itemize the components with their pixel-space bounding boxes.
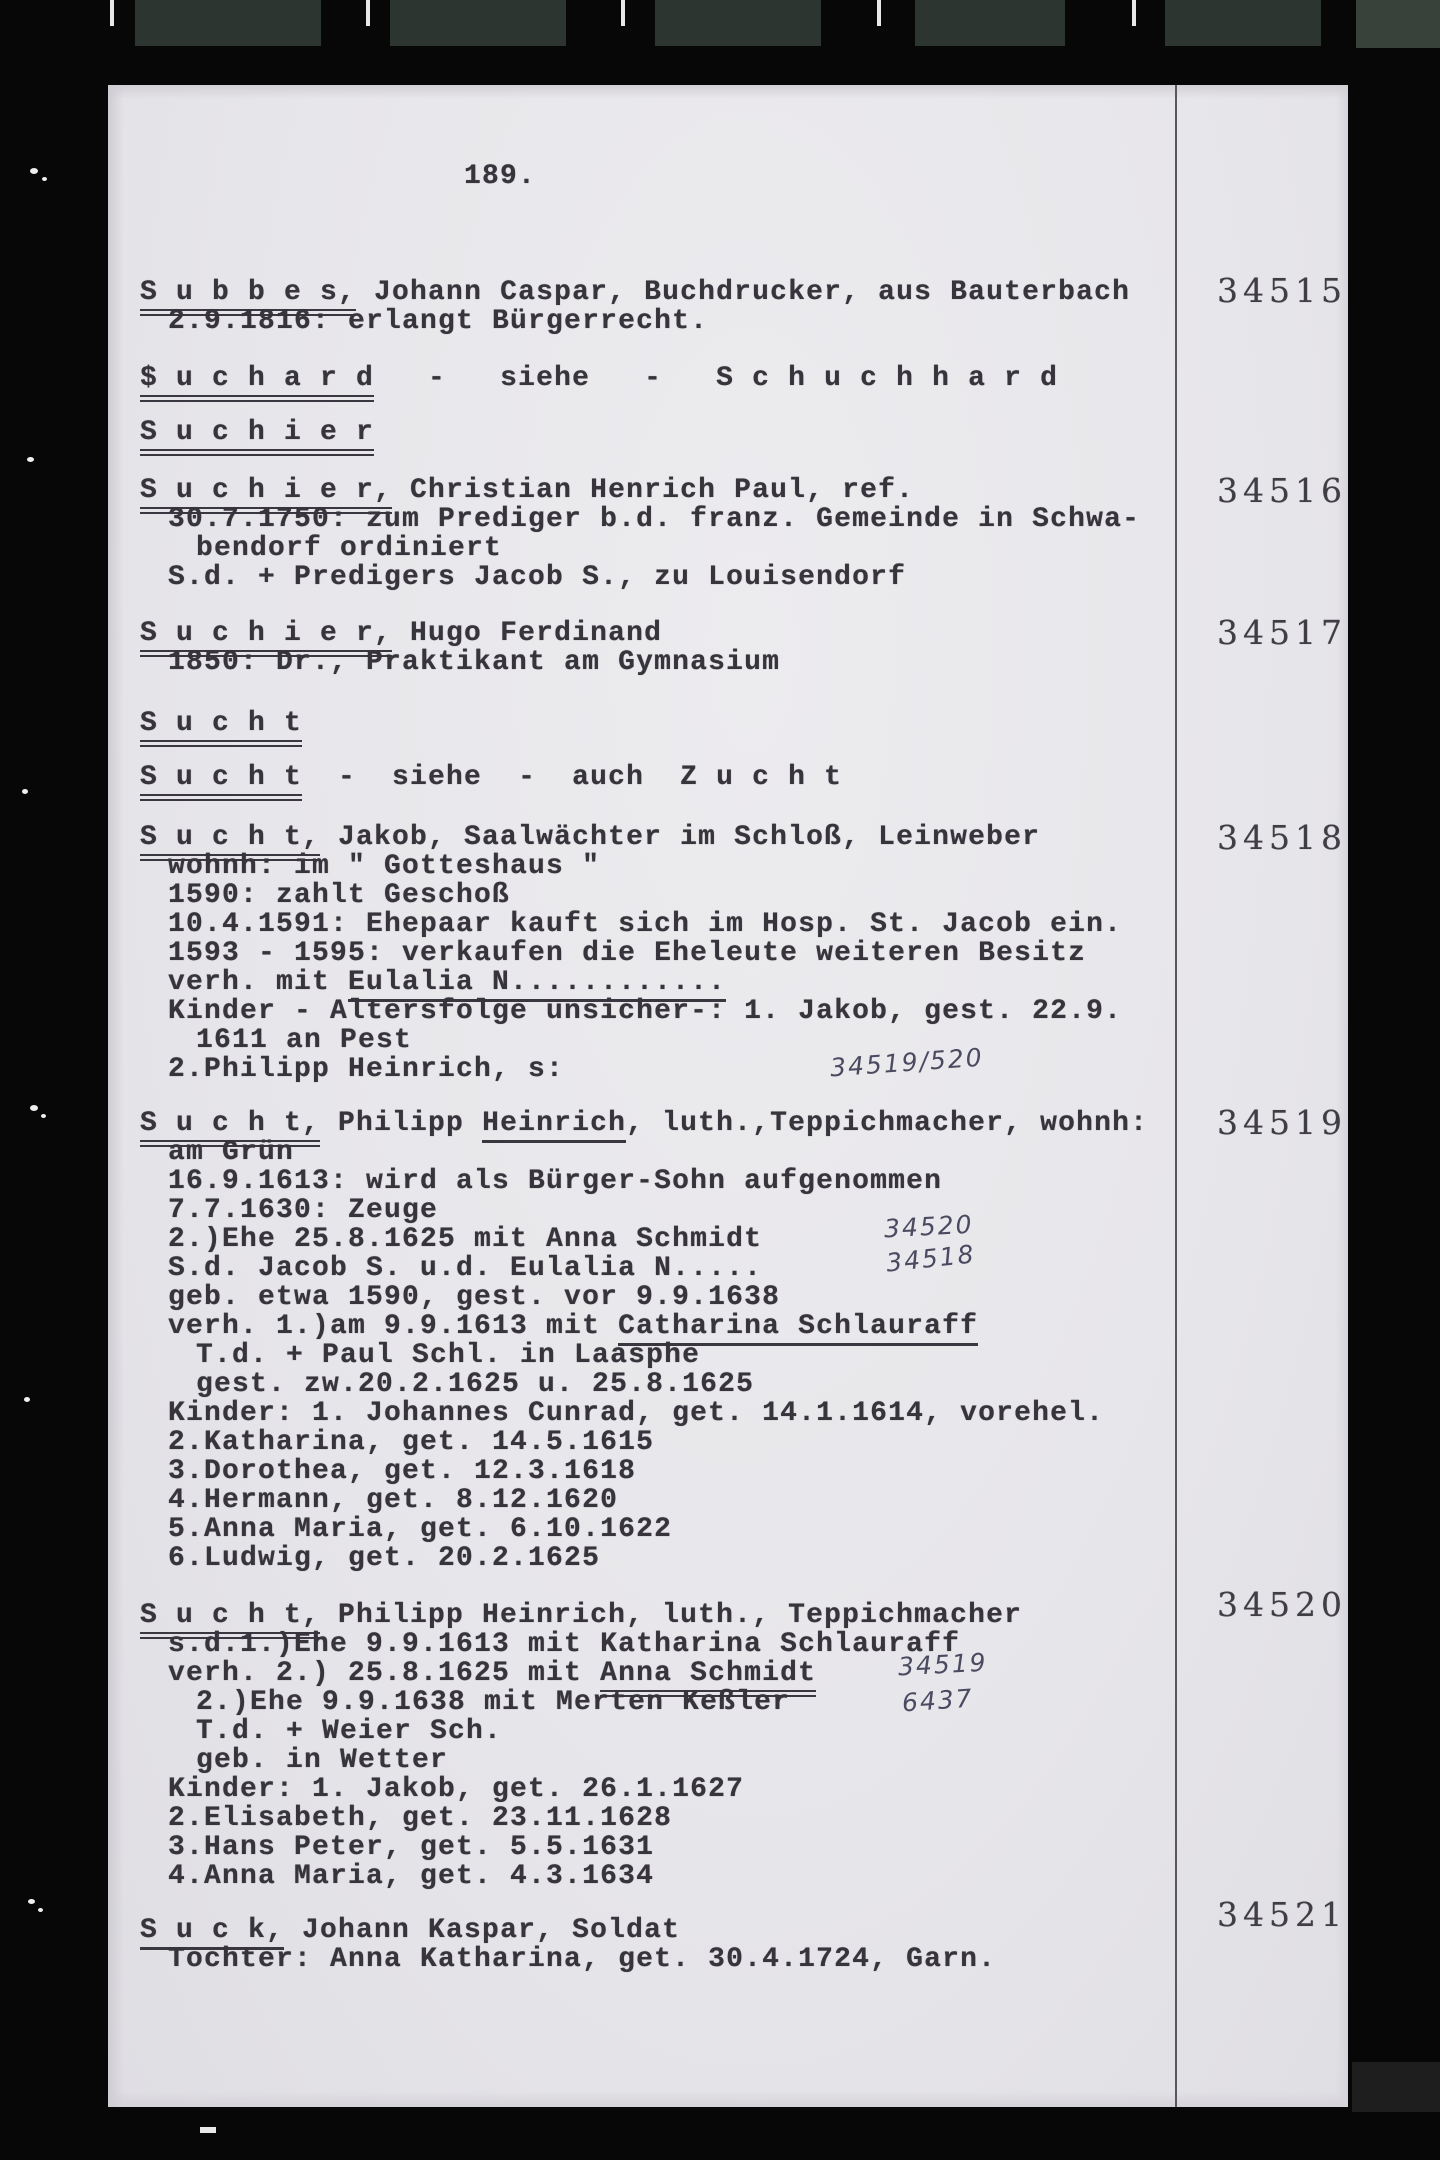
scan-artifact xyxy=(1132,0,1136,26)
entry-line xyxy=(108,881,1168,910)
cross-reference xyxy=(108,763,1168,792)
text-segment: S u c h t, xyxy=(140,1108,320,1147)
text-segment: bendorf ordiniert xyxy=(196,533,503,564)
text-segment: S u c h t, xyxy=(140,822,320,861)
register-number: 34515 xyxy=(1217,271,1347,310)
text-segment: verh. 1.)am 9.9.1613 mit xyxy=(168,1311,619,1342)
entry-line xyxy=(108,1399,1168,1428)
entry-line xyxy=(108,1196,1168,1225)
entry-line xyxy=(108,910,1168,939)
handwritten-number: 34519/520 xyxy=(829,1042,985,1083)
text-segment: Tochter: Anna Katharina, get. 30.4.1724, Garn. xyxy=(168,1944,997,1975)
entry xyxy=(108,1109,1168,1573)
text-segment: - siehe - S c h u c h h a r d xyxy=(374,363,1059,394)
text-segment: $ u c h a r d xyxy=(140,363,374,402)
entry-line xyxy=(108,997,1168,1026)
scan-artifact xyxy=(1356,0,1440,48)
entry-line xyxy=(108,1916,1168,1945)
column-divider-line xyxy=(1175,85,1177,2107)
handwritten-number: 34518 xyxy=(884,1239,977,1278)
entry xyxy=(108,1916,1168,1974)
surname-heading xyxy=(108,709,1168,738)
entry-line xyxy=(108,1370,1168,1399)
entry-line xyxy=(108,364,1168,393)
text-segment: am Grün xyxy=(168,1137,295,1168)
entry-line xyxy=(108,709,1168,738)
text-segment: Philipp xyxy=(320,1108,483,1139)
entry-line xyxy=(108,1601,1168,1630)
scan-artifact xyxy=(1352,2062,1440,2112)
register-number: 34520 xyxy=(1217,1585,1347,1624)
scan-artifact xyxy=(390,0,566,46)
text-segment: 2.)Ehe 25.8.1625 mit Anna Schmidt xyxy=(168,1224,763,1255)
entry-line xyxy=(108,1862,1168,1891)
scan-speck xyxy=(38,1908,43,1912)
scan-artifact xyxy=(110,0,114,26)
text-segment: 16.9.1613: wird als Bürger-Sohn aufgenommen xyxy=(168,1166,943,1197)
entry-line xyxy=(108,1225,1168,1254)
entry-line xyxy=(108,619,1168,648)
entry-line xyxy=(108,1055,1168,1084)
text-segment: 4.Hermann, get. 8.12.1620 xyxy=(168,1485,619,1516)
entry-line xyxy=(108,307,1168,336)
text-segment: S u c h t xyxy=(140,762,302,801)
text-segment: Johann Caspar, Buchdrucker, aus Bauterbach xyxy=(356,277,1131,308)
entry-line xyxy=(108,418,1168,447)
entry-line xyxy=(108,1775,1168,1804)
text-segment: 3.Hans Peter, get. 5.5.1631 xyxy=(168,1832,655,1863)
text-segment: 2.)Ehe 9.9.1638 mit Merten Keßler xyxy=(196,1687,791,1718)
scan-speck xyxy=(41,1114,46,1118)
text-segment: - siehe - auch Z u c h t xyxy=(302,762,843,793)
handwritten-number: 34519 xyxy=(897,1647,989,1682)
entry-line xyxy=(108,563,1168,592)
entry-line xyxy=(108,1109,1168,1138)
entry-line xyxy=(108,1833,1168,1862)
text-segment: S u c h i e r, xyxy=(140,475,392,514)
text-segment: Heinrich xyxy=(482,1108,626,1143)
text-segment: S u c h i e r xyxy=(140,417,374,456)
text-segment: 1850: Dr., Praktikant am Gymnasium xyxy=(168,647,781,678)
entry-line xyxy=(108,852,1168,881)
scan-artifact xyxy=(621,0,625,26)
text-segment: Anna Schmidt xyxy=(600,1658,816,1697)
scan-speck xyxy=(30,168,38,174)
text-segment: 4.Anna Maria, get. 4.3.1634 xyxy=(168,1861,655,1892)
entry-line xyxy=(108,1312,1168,1341)
text-segment: 3.Dorothea, get. 12.3.1618 xyxy=(168,1456,637,1487)
text-segment: Jakob, Saalwächter im Schloß, Leinweber xyxy=(320,822,1041,853)
cross-reference xyxy=(108,364,1168,393)
text-segment: geb. etwa 1590, gest. vor 9.9.1638 xyxy=(168,1282,781,1313)
entry-line xyxy=(108,534,1168,563)
scan-artifact xyxy=(1165,0,1321,46)
text-segment: S u b b e s, xyxy=(140,277,356,316)
scan-speck xyxy=(22,789,28,794)
scan-artifact xyxy=(655,0,821,46)
entry-line xyxy=(108,1283,1168,1312)
text-segment: 1611 an Pest xyxy=(196,1025,413,1056)
text-segment: Kinder - Altersfolge unsicher-: 1. Jakob, gest. 22.9. xyxy=(168,996,1123,1027)
entry-line xyxy=(108,1457,1168,1486)
entry-line xyxy=(108,1428,1168,1457)
handwritten-number: 34520 xyxy=(883,1209,975,1244)
text-segment: 10.4.1591: Ehepaar kauft sich im Hosp. St. Jacob ein. xyxy=(168,909,1123,940)
text-segment: T.d. + Weier Sch. xyxy=(196,1716,503,1747)
scan-speck xyxy=(28,1899,35,1904)
text-segment: Philipp Heinrich, luth., Teppichmacher xyxy=(320,1600,1023,1631)
page-number: 189. xyxy=(464,161,537,192)
entry-line xyxy=(108,1341,1168,1370)
text-segment: Eulalia N............ xyxy=(348,967,726,1002)
entry-line xyxy=(108,1746,1168,1775)
entry-line xyxy=(108,1254,1168,1283)
text-segment: 6.Ludwig, get. 20.2.1625 xyxy=(168,1543,601,1574)
text-segment: S u c k, xyxy=(140,1915,284,1950)
text-segment: 2.Philipp Heinrich, s: xyxy=(168,1054,565,1085)
scan-speck xyxy=(24,1397,30,1402)
text-segment: wohnh: im " Gotteshaus " xyxy=(168,851,601,882)
text-segment: verh. mit xyxy=(168,967,349,998)
entry-line xyxy=(108,1630,1168,1659)
entry-line xyxy=(108,1804,1168,1833)
text-segment: s.d.1.)Ehe 9.9.1613 mit Katharina Schlauraff xyxy=(168,1629,961,1660)
entry xyxy=(108,823,1168,1084)
register-number: 34516 xyxy=(1217,471,1347,510)
entry-line xyxy=(108,1688,1168,1717)
text-segment: gest. zw.20.2.1625 u. 25.8.1625 xyxy=(196,1369,755,1400)
scan-artifact xyxy=(877,0,881,26)
entry xyxy=(108,1601,1168,1891)
entry-line xyxy=(108,763,1168,792)
paper-page xyxy=(108,85,1348,2107)
text-segment: Kinder: 1. Johannes Cunrad, get. 14.1.1614, vorehel. xyxy=(168,1398,1105,1429)
entry-line xyxy=(108,505,1168,534)
scan-artifact xyxy=(135,0,321,46)
scan-speck xyxy=(200,2127,216,2133)
register-number: 34521 xyxy=(1217,1895,1347,1934)
text-segment: 2.Elisabeth, get. 23.11.1628 xyxy=(168,1803,673,1834)
entry xyxy=(108,278,1168,336)
text-segment: verh. 2.) 25.8.1625 mit xyxy=(168,1658,601,1689)
scan-artifact xyxy=(915,0,1065,46)
text-segment: S.d. Jacob S. u.d. Eulalia N..... xyxy=(168,1253,763,1284)
entry-line xyxy=(108,823,1168,852)
text-segment: Catharina Schlauraff xyxy=(618,1311,978,1346)
scan-speck xyxy=(42,177,47,181)
entry-line xyxy=(108,1167,1168,1196)
scan-speck xyxy=(30,1105,38,1111)
entry-line xyxy=(108,1659,1168,1688)
text-segment: geb. in Wetter xyxy=(196,1745,449,1776)
entry-line xyxy=(108,1026,1168,1055)
entry-line xyxy=(108,1717,1168,1746)
surname-heading xyxy=(108,418,1168,447)
text-segment: 1593 - 1595: verkaufen die Eheleute weiteren Besitz xyxy=(168,938,1087,969)
handwritten-number: 6437 xyxy=(901,1683,975,1718)
text-segment: Johann Kaspar, Soldat xyxy=(284,1915,681,1946)
text-segment: 2.9.1816: erlangt Bürgerrecht. xyxy=(168,306,709,337)
text-segment: 7.7.1630: Zeuge xyxy=(168,1195,439,1226)
text-segment: 5.Anna Maria, get. 6.10.1622 xyxy=(168,1514,673,1545)
text-segment: 1590: zahlt Geschoß xyxy=(168,880,511,911)
entry-line xyxy=(108,1515,1168,1544)
text-segment: S u c h t xyxy=(140,708,302,747)
text-segment: Hugo Ferdinand xyxy=(392,618,663,649)
entry-line xyxy=(108,968,1168,997)
entry xyxy=(108,619,1168,677)
entry-line xyxy=(108,278,1168,307)
entry-line xyxy=(108,1945,1168,1974)
text-segment: 30.7.1750: zum Prediger b.d. franz. Gemeinde in Schwa- xyxy=(168,504,1141,535)
text-segment: S u c h i e r, xyxy=(140,618,392,657)
register-number: 34517 xyxy=(1217,613,1347,652)
entry-line xyxy=(108,1486,1168,1515)
entry-line xyxy=(108,648,1168,677)
text-segment: Christian Henrich Paul, ref. xyxy=(392,475,915,506)
text-segment: , luth.,Teppichmacher, wohnh: xyxy=(626,1108,1149,1139)
text-segment: Kinder: 1. Jakob, get. 26.1.1627 xyxy=(168,1774,745,1805)
text-segment: 2.Katharina, get. 14.5.1615 xyxy=(168,1427,655,1458)
text-segment: T.d. + Paul Schl. in Laasphe xyxy=(196,1340,701,1371)
entry xyxy=(108,476,1168,592)
entry-line xyxy=(108,1138,1168,1167)
scan-artifact xyxy=(366,0,370,26)
scan-speck xyxy=(27,457,34,462)
entry-line xyxy=(108,939,1168,968)
entry-line xyxy=(108,476,1168,505)
text-segment: S u c h t, xyxy=(140,1600,320,1639)
text-segment: S.d. + Predigers Jacob S., zu Louisendorf xyxy=(168,562,907,593)
register-number: 34519 xyxy=(1217,1103,1347,1142)
register-number: 34518 xyxy=(1217,818,1347,857)
entry-line xyxy=(108,1544,1168,1573)
